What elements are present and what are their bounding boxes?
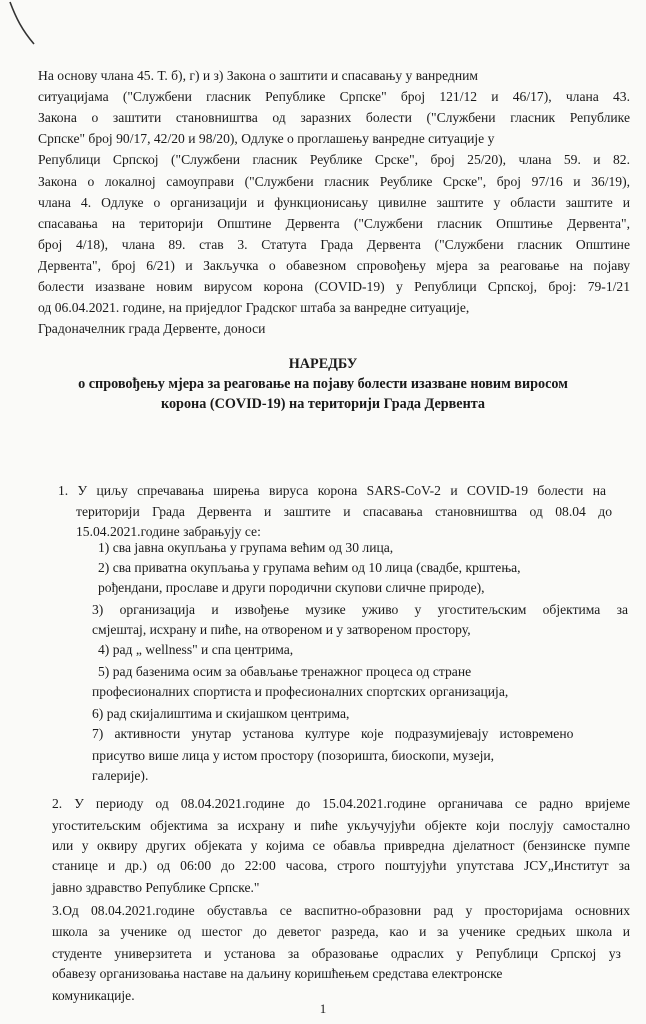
preamble-line: члана 4. Одлуке о организацији и функционисању цивилне заштите у области заштите и [38,195,630,210]
item-3-line: обавезу организовања наставе на даљину коришћењем средстава електронске [52,966,503,981]
item-3-line: комуникације. [52,988,135,1003]
preamble-line: Дервента", број 6/21) и Закључка о обавезном спровођењу мјера за реаговање на појаву [38,258,630,273]
pen-stroke-mark [4,0,44,60]
item-2-line: угоститељским објектима за исхрану и пиће укључујући објекте који послују самостално [52,818,630,833]
sublist-item-line: галерије). [92,768,149,783]
sublist-item-line: присутво више лица у истом простору (позоришта, биоскопи, музеји, [92,748,495,763]
item-1-line: територији Града Дервента и заштите и спасавања становништва од 08.04 до [76,504,612,519]
sublist-item-line: професионалних спортиста и професионалних спортских организација, [92,684,509,699]
preamble-line: Српске" број 90/17, 42/20 и 98/20), Одлуке о проглашењу ванредне ситуације у [38,131,495,146]
item-1-line: 1. У циљу спречавања ширења вируса корона SARS-CoV-2 и COVID-19 болести на [58,483,607,498]
item-1-line: 15.04.2021.године забрањују се: [76,524,261,539]
sublist-item-line: 5) рад базенима осим за обављање тренажног процеса од стране [98,664,472,679]
sublist-item-line: 7) активности унутар установа културе које подразумијевају истовремено [92,726,574,741]
item-2-line: или у оквиру других објеката у којима се обавља привредна дјелатност (бензинске пумпе [52,838,630,853]
preamble-line: ситуацијама ("Службени гласник Републике Српске" број 121/12 и 46/17), члана 43. [38,89,630,104]
item-2-line: станице и др.) од 06:00 до 22:00 часова, строго поштујући упутстава ЈСУ„Институт за [52,858,630,873]
preamble-line: Градоначелник града Дервенте, доноси [38,321,266,336]
item-3-line: студенте универзитета и установа за образовање одраслих у Републици Српској уз [52,946,621,961]
sublist-item-line: 1) сва јавна окупљања у групама већим од 30 лица, [98,540,394,555]
preamble-line: болести изазване новим вирусом корона (COVID-19) у Републици Српској, број: 79-1/21 [38,279,630,294]
preamble-line: Републици Српској ("Службени гласник Реублике Срске", број 25/20), члана 59. и 82. [38,152,630,167]
order-subtitle-line-2: корона (COVID-19) на територији Града Дервента [160,396,486,412]
sublist-item-line: рођендани, прославе и други породични скупови сличне природе), [98,580,485,595]
item-2-line: јавно здравство Републике Српске." [52,880,260,895]
item-2-line: 2. У периоду од 08.04.2021.године до 15.04.2021.године органичава се радно вријеме [52,796,630,811]
preamble-line: од 06.04.2021. године, на приједлог Градског штаба за ванредне ситуације, [38,300,470,315]
sublist-item-line: 2) сва приватна окупљања у групама већим од 10 лица (свадбе, крштења, [98,560,521,575]
sublist-item-line: смјештај, исхрану и пиће, на отвореном и у затвореном простору, [92,622,471,637]
sublist-item-line: 4) рад „ wellness" и спа центрима, [98,642,294,657]
order-title: НАРЕДБУ [288,356,358,372]
page-number: 1 [319,1001,327,1016]
order-subtitle-line-1: о спровођењу мјера за реаговање на појаву болести изазване новим виросом [78,376,568,392]
preamble-line: Закона о заштити становништва од заразних болести ("Службени гласник Републике [38,110,630,125]
sublist-item-line: 6) рад скијалиштима и скијашком центрима, [92,706,350,721]
preamble-line: спасавања на територији Општине Дервента ("Службени гласник Општиње Дервента", [38,216,630,231]
preamble-line: На основу члана 45. Т. б), г) и з) Закона о заштити и спасавању у ванредним [38,68,479,83]
preamble-line: Закона о локалној самоуправи ("Службени гласник Реублике Срске", број 97/16 и 36/19), [38,174,630,189]
preamble-line: број 4/18), члана 89. став 3. Статута Града Дервента ("Службени гласник Општине [38,237,630,252]
sublist-item-line: 3) организација и извођење музике уживо у угоститељским објектима за [92,602,628,617]
item-3-line: 3.Од 08.04.2021.године обуставља се васпитно-образовни рад у просторијама основних [52,903,630,918]
item-3-line: школа за ученике од шестог до деветог разреда, као и за ученике средњих школа и [52,924,630,939]
